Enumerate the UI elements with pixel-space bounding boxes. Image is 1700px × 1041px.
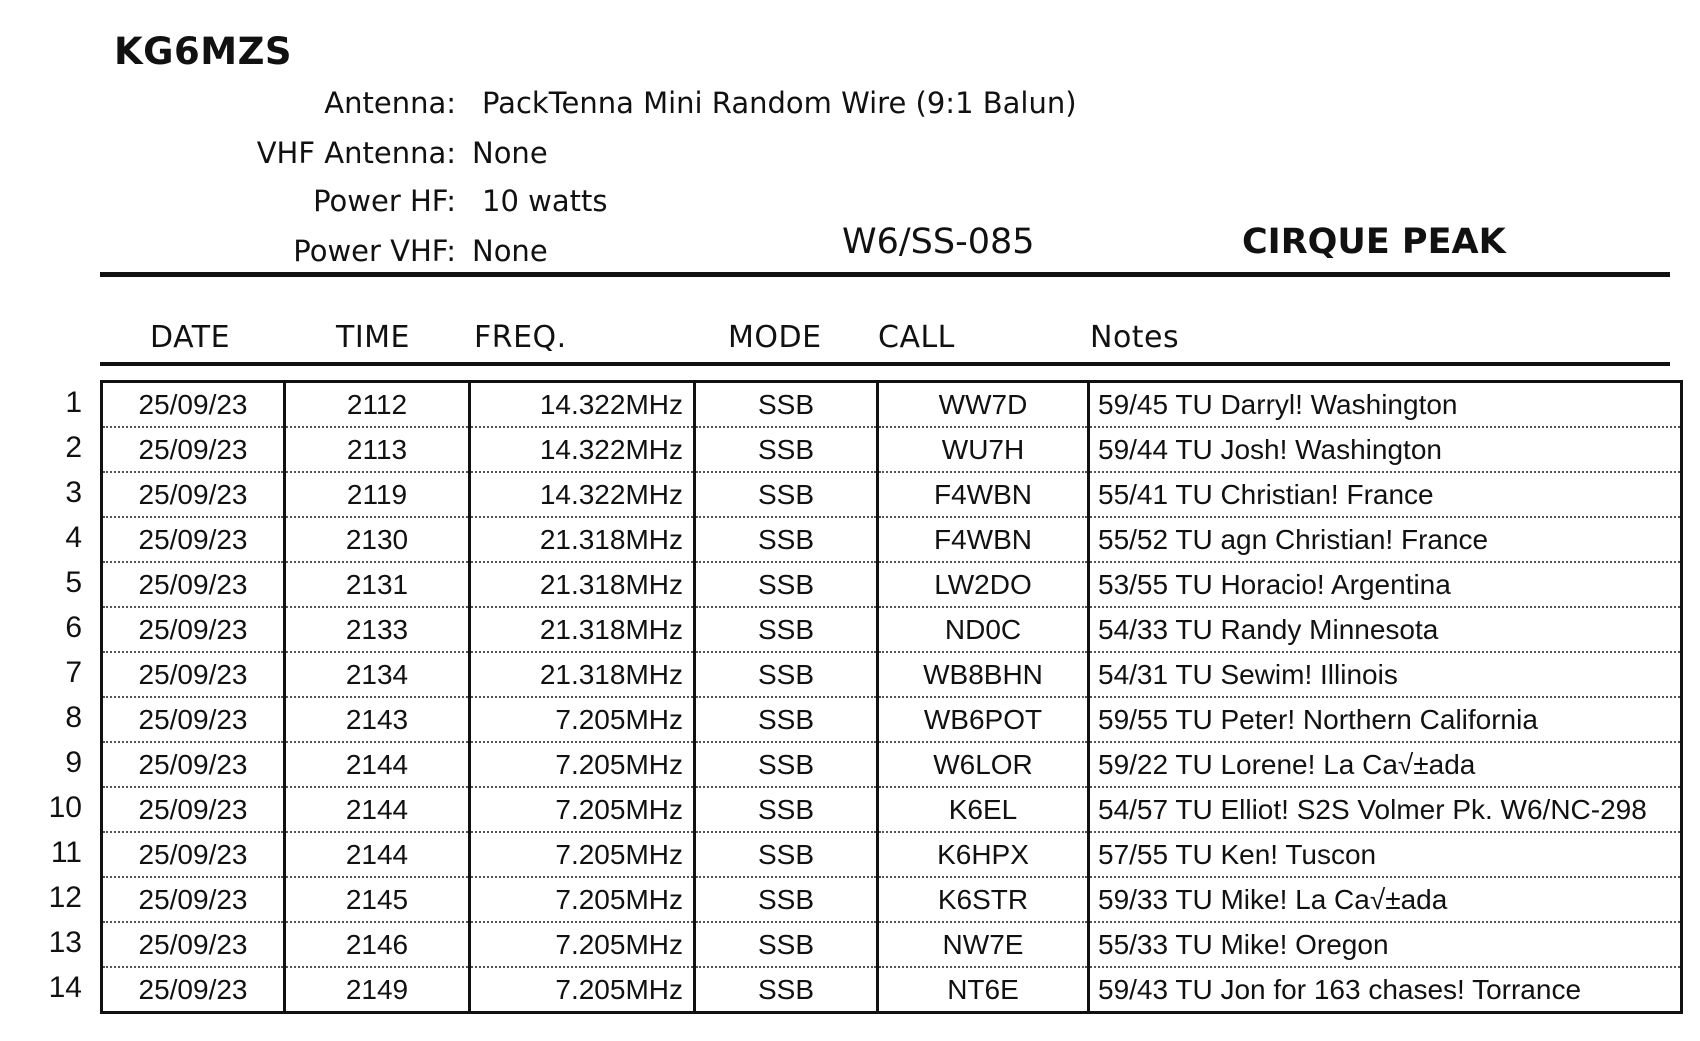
table-row [102, 832, 1682, 877]
call-cell: F4WBN [878, 472, 1089, 517]
mode-cell: SSB [695, 787, 878, 832]
summit-reference: W6/SS-085 [842, 222, 1035, 262]
power-hf-label: Power HF: [313, 184, 456, 218]
time-cell: 2130 [285, 517, 470, 562]
mode-cell: SSB [695, 427, 878, 472]
table-row [102, 742, 1682, 787]
column-header-call: CALL [878, 320, 955, 355]
freq-cell: 14.322MHz [470, 472, 695, 517]
table-row [102, 922, 1682, 967]
freq-cell: 14.322MHz [470, 427, 695, 472]
date-cell: 25/09/23 [102, 742, 285, 787]
time-cell: 2112 [285, 382, 470, 428]
notes-cell: 55/33 TU Mike! Oregon [1089, 922, 1682, 967]
freq-cell: 21.318MHz [470, 652, 695, 697]
notes-cell: 55/41 TU Christian! France [1089, 472, 1682, 517]
call-cell: K6EL [878, 787, 1089, 832]
date-cell: 25/09/23 [102, 697, 285, 742]
notes-cell: 59/55 TU Peter! Northern California [1089, 697, 1682, 742]
table-row [102, 517, 1682, 562]
call-cell: F4WBN [878, 517, 1089, 562]
notes-cell: 57/55 TU Ken! Tuscon [1089, 832, 1682, 877]
date-cell: 25/09/23 [102, 472, 285, 517]
notes-cell: 59/44 TU Josh! Washington [1089, 427, 1682, 472]
notes-cell: 59/43 TU Jon for 163 chases! Torrance [1089, 967, 1682, 1013]
time-cell: 2143 [285, 697, 470, 742]
date-cell: 25/09/23 [102, 382, 285, 428]
power-vhf-label: Power VHF: [293, 234, 456, 268]
table-row [102, 607, 1682, 652]
time-cell: 2113 [285, 427, 470, 472]
power-hf-value: 10 watts [482, 184, 608, 218]
freq-cell: 14.322MHz [470, 382, 695, 428]
time-cell: 2119 [285, 472, 470, 517]
row-number: 13 [48, 926, 82, 959]
row-number: 3 [65, 476, 82, 509]
call-cell: WW7D [878, 382, 1089, 428]
row-number: 6 [65, 611, 82, 644]
row-number: 12 [48, 881, 82, 914]
summit-name: CIRQUE PEAK [1242, 222, 1506, 262]
freq-cell: 7.205MHz [470, 832, 695, 877]
call-cell: WB6POT [878, 697, 1089, 742]
freq-cell: 21.318MHz [470, 607, 695, 652]
date-cell: 25/09/23 [102, 427, 285, 472]
table-row [102, 472, 1682, 517]
row-number: 9 [65, 746, 82, 779]
notes-cell: 55/52 TU agn Christian! France [1089, 517, 1682, 562]
call-cell: WB8BHN [878, 652, 1089, 697]
call-cell: W6LOR [878, 742, 1089, 787]
notes-cell: 54/31 TU Sewim! Illinois [1089, 652, 1682, 697]
freq-cell: 7.205MHz [470, 787, 695, 832]
date-cell: 25/09/23 [102, 832, 285, 877]
time-cell: 2134 [285, 652, 470, 697]
vhf-antenna-value: None [472, 136, 548, 170]
antenna-value: PackTenna Mini Random Wire (9:1 Balun) [482, 86, 1077, 120]
date-cell: 25/09/23 [102, 877, 285, 922]
notes-cell: 59/33 TU Mike! La Ca√±ada [1089, 877, 1682, 922]
freq-cell: 21.318MHz [470, 517, 695, 562]
mode-cell: SSB [695, 922, 878, 967]
table-row [102, 967, 1682, 1013]
notes-cell: 54/33 TU Randy Minnesota [1089, 607, 1682, 652]
notes-cell: 59/45 TU Darryl! Washington [1089, 382, 1682, 428]
time-cell: 2146 [285, 922, 470, 967]
time-cell: 2144 [285, 742, 470, 787]
call-cell: LW2DO [878, 562, 1089, 607]
mode-cell: SSB [695, 562, 878, 607]
antenna-label: Antenna: [324, 86, 456, 120]
vhf-antenna-label: VHF Antenna: [256, 136, 456, 170]
date-cell: 25/09/23 [102, 607, 285, 652]
date-cell: 25/09/23 [102, 562, 285, 607]
time-cell: 2145 [285, 877, 470, 922]
freq-cell: 7.205MHz [470, 967, 695, 1013]
freq-cell: 7.205MHz [470, 742, 695, 787]
mode-cell: SSB [695, 832, 878, 877]
date-cell: 25/09/23 [102, 967, 285, 1013]
row-number: 14 [48, 971, 82, 1004]
column-header-date: DATE [150, 320, 231, 355]
table-row [102, 562, 1682, 607]
mode-cell: SSB [695, 382, 878, 428]
mode-cell: SSB [695, 877, 878, 922]
row-number: 11 [50, 836, 82, 869]
table-row [102, 877, 1682, 922]
vhf-antenna-row [0, 136, 1200, 180]
call-cell: WU7H [878, 427, 1089, 472]
table-row [102, 652, 1682, 697]
time-cell: 2144 [285, 787, 470, 832]
column-header-freq: FREQ. [474, 320, 567, 355]
time-cell: 2133 [285, 607, 470, 652]
time-cell: 2131 [285, 562, 470, 607]
notes-cell: 53/55 TU Horacio! Argentina [1089, 562, 1682, 607]
table-row [102, 787, 1682, 832]
call-cell: K6STR [878, 877, 1089, 922]
mode-cell: SSB [695, 697, 878, 742]
call-cell: NT6E [878, 967, 1089, 1013]
mode-cell: SSB [695, 517, 878, 562]
freq-cell: 21.318MHz [470, 562, 695, 607]
mode-cell: SSB [695, 967, 878, 1013]
table-row [102, 697, 1682, 742]
table-row [102, 382, 1682, 428]
call-cell: ND0C [878, 607, 1089, 652]
date-cell: 25/09/23 [102, 652, 285, 697]
row-number: 10 [48, 791, 82, 824]
date-cell: 25/09/23 [102, 787, 285, 832]
freq-cell: 7.205MHz [470, 877, 695, 922]
power-vhf-value: None [472, 234, 548, 268]
operator-callsign: KG6MZS [114, 30, 293, 73]
mode-cell: SSB [695, 472, 878, 517]
header-divider [100, 272, 1670, 277]
notes-cell: 59/22 TU Lorene! La Ca√±ada [1089, 742, 1682, 787]
column-header-mode: MODE [728, 320, 822, 355]
row-number: 7 [65, 656, 82, 689]
column-header-divider [100, 362, 1670, 366]
table-row [102, 427, 1682, 472]
notes-cell: 54/57 TU Elliot! S2S Volmer Pk. W6/NC-298 [1089, 787, 1682, 832]
row-number: 4 [65, 521, 82, 554]
date-cell: 25/09/23 [102, 517, 285, 562]
call-cell: NW7E [878, 922, 1089, 967]
mode-cell: SSB [695, 652, 878, 697]
column-header-time: TIME [336, 320, 411, 355]
call-cell: K6HPX [878, 832, 1089, 877]
freq-cell: 7.205MHz [470, 922, 695, 967]
freq-cell: 7.205MHz [470, 697, 695, 742]
mode-cell: SSB [695, 742, 878, 787]
time-cell: 2144 [285, 832, 470, 877]
mode-cell: SSB [695, 607, 878, 652]
row-number: 1 [65, 386, 82, 419]
column-header-notes: Notes [1090, 320, 1180, 355]
time-cell: 2149 [285, 967, 470, 1013]
qso-log-table [100, 380, 1683, 1014]
row-number: 2 [65, 431, 82, 464]
date-cell: 25/09/23 [102, 922, 285, 967]
row-number: 8 [65, 701, 82, 734]
antenna-row [0, 86, 1200, 130]
row-number: 5 [65, 566, 82, 599]
